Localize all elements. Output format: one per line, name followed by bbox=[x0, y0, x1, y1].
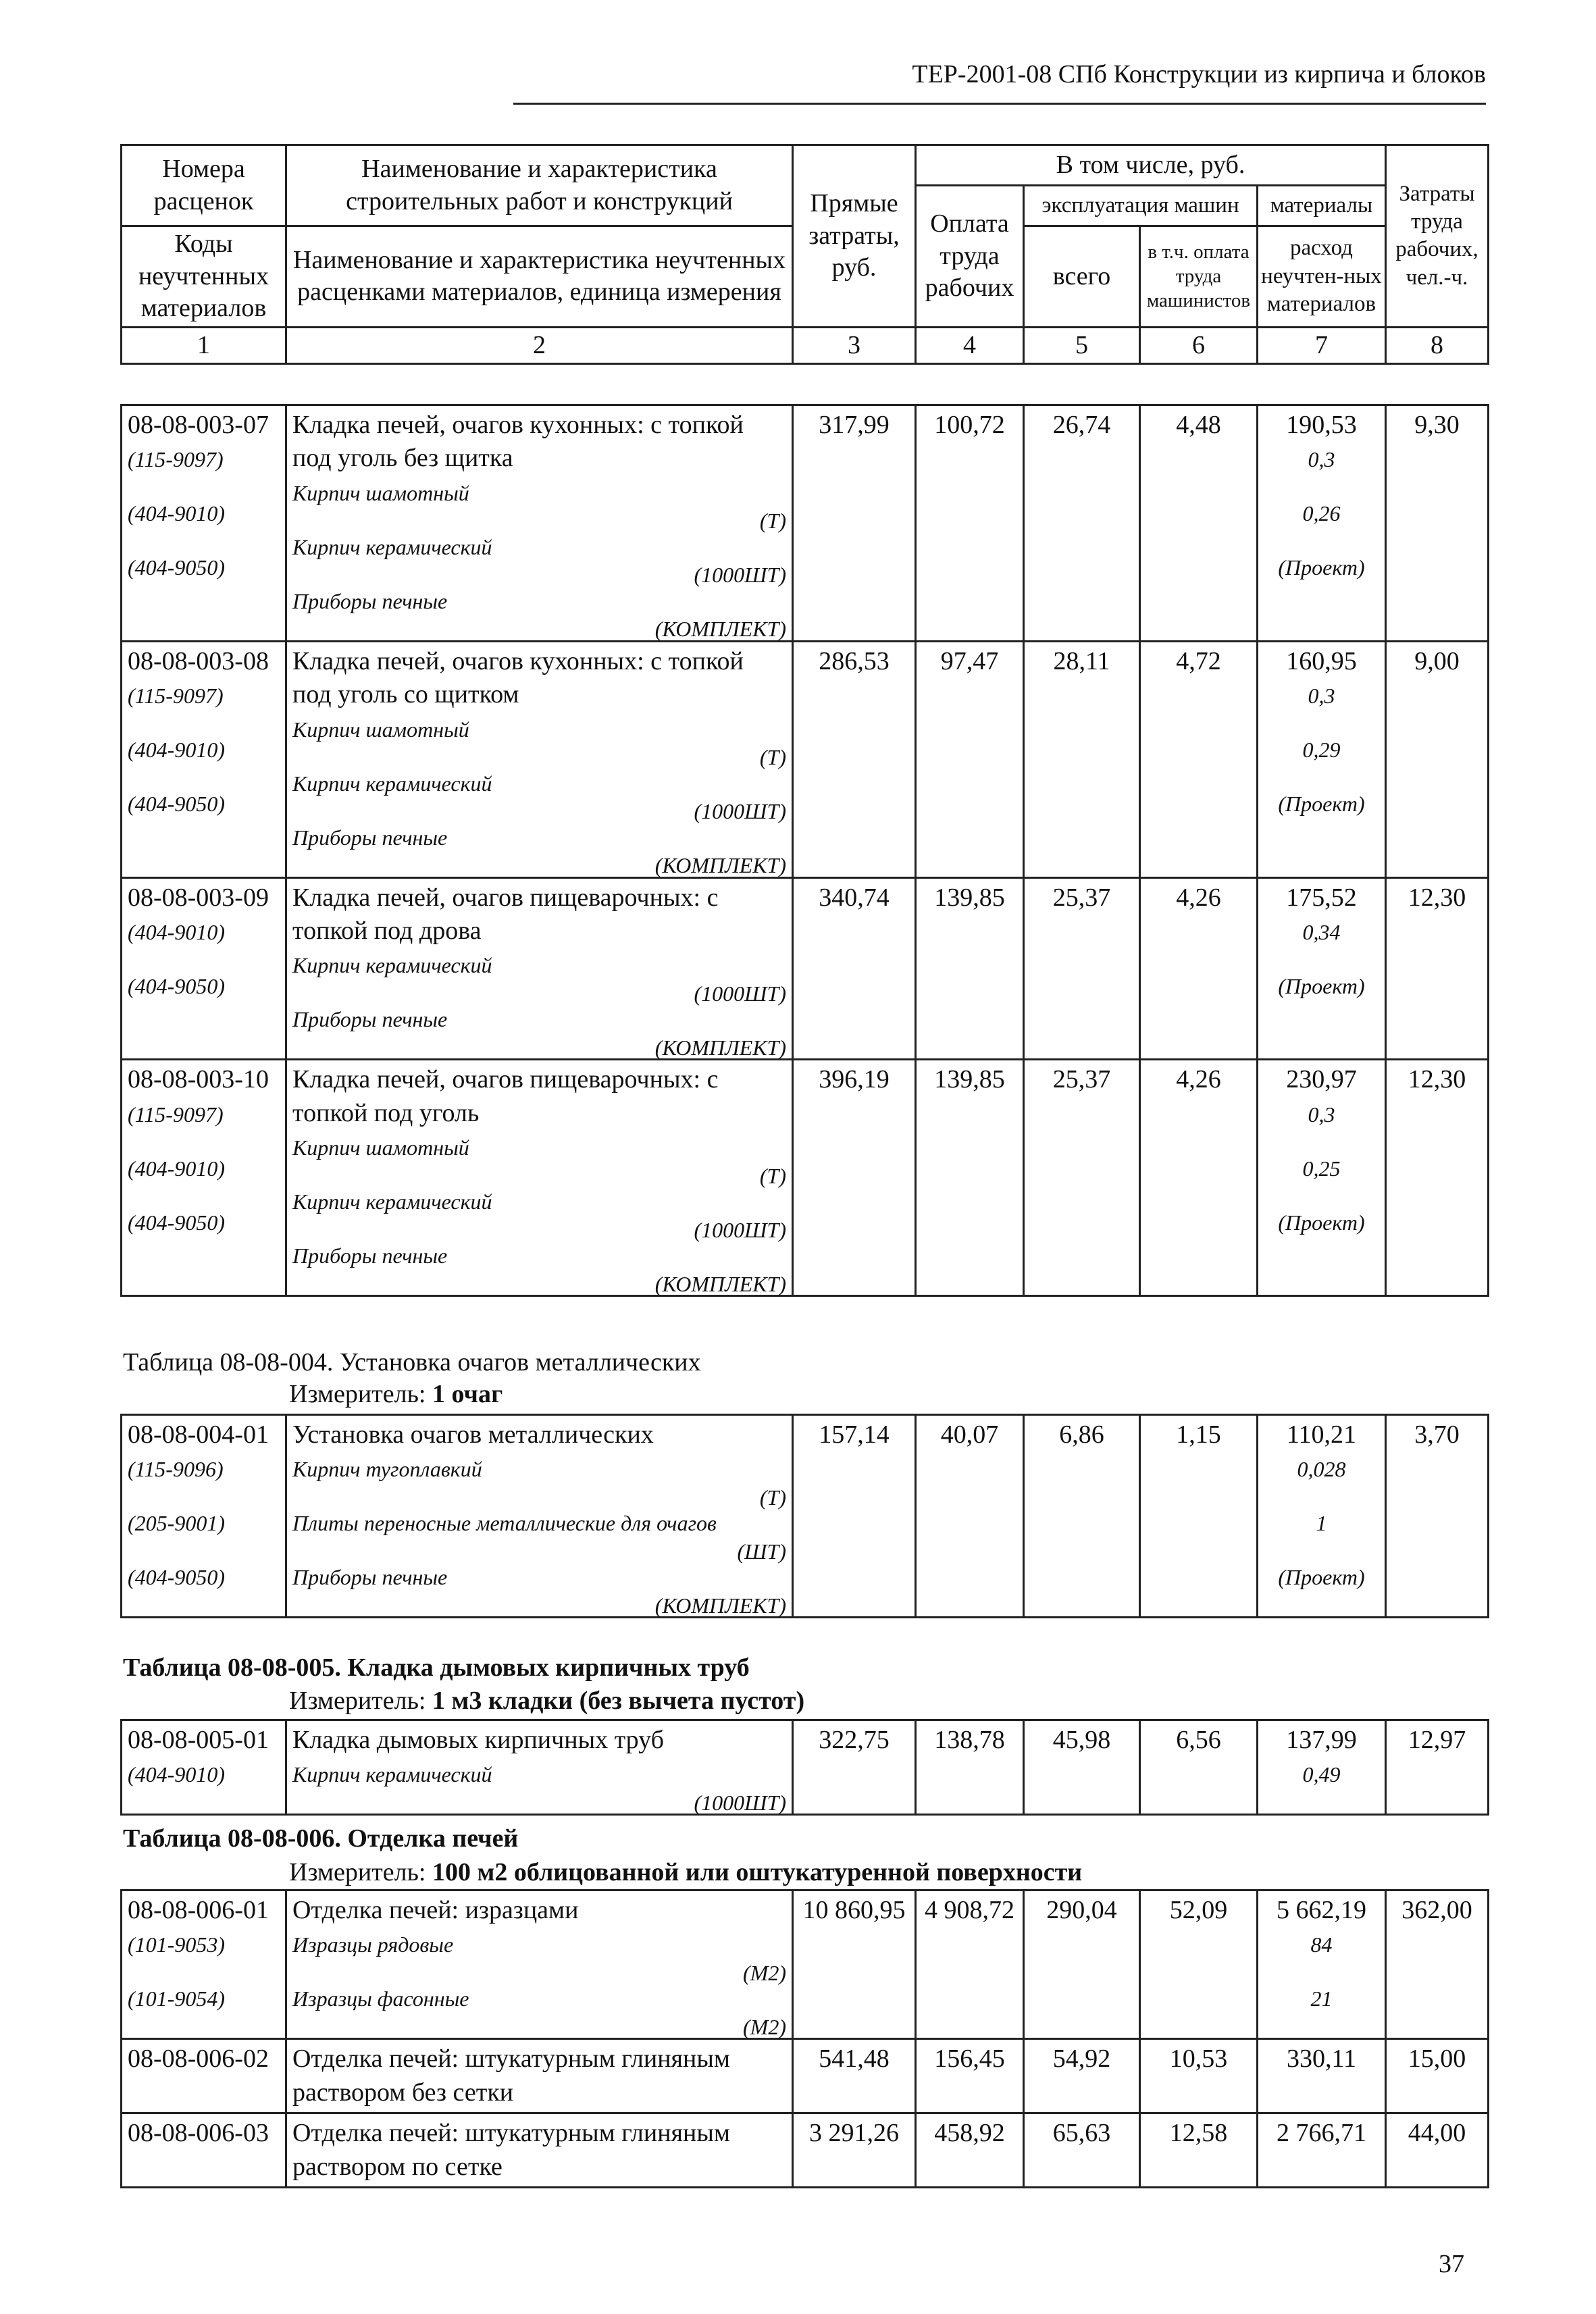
wages-value: 139,85 bbox=[916, 1060, 1024, 1296]
header-wages: Оплата труда рабочих bbox=[916, 186, 1024, 328]
material-code: (404-9010) bbox=[128, 1156, 225, 1181]
header-num-7: 7 bbox=[1258, 327, 1386, 364]
rate-row bbox=[122, 2039, 1489, 2113]
page-number: 37 bbox=[1439, 2250, 1464, 2278]
materials-cost-value: 230,97 bbox=[1286, 1065, 1357, 1094]
rate-name-value: Кладка печей, очагов пищеварочных: с топкой под дрова bbox=[292, 883, 719, 945]
rate-name bbox=[286, 1060, 793, 1296]
material-unit: (1000ШТ) bbox=[694, 799, 786, 824]
material-code: (115-9097) bbox=[128, 684, 224, 709]
material-quantity: 0,49 bbox=[1302, 1762, 1341, 1787]
material-name: Кирпич шамотный bbox=[292, 1135, 469, 1160]
wages-value: 40,07 bbox=[916, 1415, 1024, 1618]
wages-value: 100,72 bbox=[916, 405, 1024, 642]
rates-table-003 bbox=[120, 404, 1489, 1297]
material-code: (404-9010) bbox=[128, 1762, 225, 1787]
rate-code-value: 08-08-003-10 bbox=[128, 1065, 269, 1094]
material-code: (404-9050) bbox=[128, 792, 225, 817]
header-unaccounted-materials: расход неучтен-ных материалов bbox=[1258, 226, 1386, 328]
wages-value: 139,85 bbox=[916, 877, 1024, 1060]
labor-hours-value: 12,30 bbox=[1386, 1060, 1489, 1296]
operator-wages-value: 1,15 bbox=[1140, 1415, 1258, 1618]
rate-name bbox=[286, 405, 793, 642]
header-num-5: 5 bbox=[1024, 327, 1140, 364]
material-line bbox=[292, 1242, 786, 1296]
material-quantity: 1 bbox=[1316, 1511, 1327, 1536]
header-num-2: 2 bbox=[286, 327, 793, 364]
rate-row bbox=[122, 641, 1489, 877]
material-name: Изразцы фасонные bbox=[292, 1986, 469, 2011]
materials-value bbox=[1258, 1720, 1386, 1815]
material-code: (404-9010) bbox=[128, 919, 225, 944]
materials-value bbox=[1258, 877, 1386, 1060]
material-name: Кирпич керамический bbox=[292, 1189, 492, 1214]
machine-total-value: 290,04 bbox=[1024, 1891, 1140, 2039]
material-name: Плиты переносные металлические для очагов bbox=[292, 1511, 717, 1536]
direct-costs-value: 340,74 bbox=[793, 877, 916, 1060]
materials-value bbox=[1258, 405, 1386, 642]
material-quantity: 0,25 bbox=[1302, 1156, 1341, 1181]
material-code: (404-9010) bbox=[128, 501, 225, 526]
material-code: (115-9097) bbox=[128, 1102, 224, 1127]
operator-wages-value: 4,26 bbox=[1140, 1060, 1258, 1296]
materials-cost-value: 110,21 bbox=[1286, 1420, 1357, 1449]
material-quantity: 0,29 bbox=[1302, 738, 1341, 763]
rate-row bbox=[122, 1891, 1489, 2039]
machine-total-value: 28,11 bbox=[1024, 641, 1140, 877]
material-quantity: 21 bbox=[1310, 1986, 1333, 2011]
header-work-name: Наименование и характеристика строительных работ и конструкций bbox=[286, 145, 793, 226]
material-unit: (КОМПЛЕКТ) bbox=[654, 1271, 786, 1296]
material-unit: (М2) bbox=[743, 1960, 786, 1985]
material-quantity: 0,028 bbox=[1297, 1457, 1346, 1482]
material-quantity: (Проект) bbox=[1278, 973, 1365, 998]
material-name: Приборы печные bbox=[292, 1243, 448, 1268]
rate-code bbox=[122, 405, 286, 642]
rate-name-value: Кладка печей, очагов кухонных: с топкой под уголь со щитком bbox=[292, 646, 744, 709]
direct-costs-value: 157,14 bbox=[793, 1415, 916, 1618]
labor-hours-value: 9,30 bbox=[1386, 405, 1489, 642]
material-code: (205-9001) bbox=[128, 1511, 225, 1536]
labor-hours-value: 12,97 bbox=[1386, 1720, 1489, 1815]
materials-cost-value: 160,95 bbox=[1286, 646, 1357, 675]
rate-code bbox=[122, 2113, 286, 2188]
rates-table-005 bbox=[120, 1719, 1489, 1816]
labor-hours-value: 15,00 bbox=[1386, 2039, 1489, 2113]
material-name: Кирпич керамический bbox=[292, 771, 492, 796]
rate-name-value: Кладка дымовых кирпичных труб bbox=[292, 1726, 664, 1754]
material-unit: (Т) bbox=[759, 1485, 786, 1510]
header-num-3: 3 bbox=[793, 327, 916, 364]
material-quantity: 0,3 bbox=[1308, 1102, 1335, 1127]
rate-code bbox=[122, 1415, 286, 1618]
rate-code-value: 08-08-006-01 bbox=[128, 1896, 269, 1924]
material-code: (404-9010) bbox=[128, 738, 225, 763]
column-header-table bbox=[120, 144, 1489, 365]
material-unit: (КОМПЛЕКТ) bbox=[654, 1035, 786, 1060]
rate-name bbox=[286, 1891, 793, 2039]
material-unit: (КОМПЛЕКТ) bbox=[654, 617, 786, 642]
rate-code-value: 08-08-003-07 bbox=[128, 411, 269, 439]
material-quantity: (Проект) bbox=[1278, 1565, 1365, 1590]
wages-value: 4 908,72 bbox=[916, 1891, 1024, 2039]
materials-value bbox=[1258, 1060, 1386, 1296]
material-line bbox=[292, 1985, 786, 2039]
material-code: (115-9097) bbox=[128, 447, 224, 472]
rate-code-value: 08-08-003-08 bbox=[128, 646, 269, 675]
materials-cost-value: 2 766,71 bbox=[1277, 2119, 1366, 2148]
rate-row bbox=[122, 405, 1489, 642]
operator-wages-value: 52,09 bbox=[1140, 1891, 1258, 2039]
rate-name bbox=[286, 641, 793, 877]
header-machine-total: всего bbox=[1024, 226, 1140, 328]
operator-wages-value: 4,26 bbox=[1140, 877, 1258, 1060]
operator-wages-value: 6,56 bbox=[1140, 1720, 1258, 1815]
materials-cost-value: 5 662,19 bbox=[1277, 1896, 1366, 1924]
material-quantity: 0,26 bbox=[1302, 501, 1341, 526]
header-material-codes: Коды неучтенных материалов bbox=[122, 226, 286, 328]
material-line bbox=[292, 480, 786, 534]
rate-code-value: 08-08-003-09 bbox=[128, 883, 269, 912]
header-num-6: 6 bbox=[1140, 327, 1258, 364]
header-material-name: Наименование и характеристика неучтенных расценками материалов, единица измерения bbox=[286, 226, 793, 328]
material-line bbox=[292, 1564, 786, 1618]
labor-hours-value: 9,00 bbox=[1386, 641, 1489, 877]
materials-cost-value: 175,52 bbox=[1286, 883, 1357, 912]
machine-total-value: 65,63 bbox=[1024, 2113, 1140, 2188]
labor-hours-value: 362,00 bbox=[1386, 1891, 1489, 2039]
header-num-8: 8 bbox=[1386, 327, 1489, 364]
direct-costs-value: 541,48 bbox=[793, 2039, 916, 2113]
rate-row bbox=[122, 1415, 1489, 1618]
header-rate-numbers: Номера расценок bbox=[122, 145, 286, 226]
header-operator-wages: в т.ч. оплата труда машинистов bbox=[1140, 226, 1258, 328]
rate-name-value: Кладка печей, очагов кухонных: с топкой под уголь без щитка bbox=[292, 411, 744, 473]
material-quantity: (Проект) bbox=[1278, 1210, 1365, 1235]
header-num-4: 4 bbox=[916, 327, 1024, 364]
direct-costs-value: 286,53 bbox=[793, 641, 916, 877]
rate-name-value: Отделка печей: штукатурным глиняным раствором по сетке bbox=[292, 2119, 730, 2181]
material-unit: (КОМПЛЕКТ) bbox=[654, 853, 786, 878]
operator-wages-value: 12,58 bbox=[1140, 2113, 1258, 2188]
header-materials: материалы bbox=[1258, 186, 1386, 226]
table-006-meter: Измеритель: 100 м2 облицованной или оштукатуренной поверхности bbox=[289, 1858, 1083, 1886]
material-unit: (КОМПЛЕКТ) bbox=[654, 1593, 786, 1618]
material-unit: (Т) bbox=[759, 745, 786, 770]
table-005-title: Таблица 08-08-005. Кладка дымовых кирпичных труб bbox=[123, 1653, 750, 1682]
rate-name bbox=[286, 2113, 793, 2188]
labor-hours-value: 3,70 bbox=[1386, 1415, 1489, 1618]
table-004-title: Таблица 08-08-004. Установка очагов металлических bbox=[123, 1348, 701, 1377]
material-code: (404-9050) bbox=[128, 555, 225, 580]
materials-value bbox=[1258, 1415, 1386, 1618]
material-quantity: (Проект) bbox=[1278, 792, 1365, 817]
header-direct-costs: Прямые затраты, руб. bbox=[793, 145, 916, 328]
material-name: Приборы печные bbox=[292, 1565, 448, 1590]
rate-code bbox=[122, 877, 286, 1060]
material-unit: (1000ШТ) bbox=[694, 1790, 786, 1815]
material-name: Кирпич керамический bbox=[292, 534, 492, 559]
direct-costs-value: 396,19 bbox=[793, 1060, 916, 1296]
material-line bbox=[292, 770, 786, 824]
header-machine-operation: эксплуатация машин bbox=[1024, 186, 1258, 226]
rate-name-value: Установка очагов металлических bbox=[292, 1420, 654, 1449]
operator-wages-value: 10,53 bbox=[1140, 2039, 1258, 2113]
material-line bbox=[292, 1456, 786, 1510]
rate-row bbox=[122, 877, 1489, 1060]
material-name: Приборы печные bbox=[292, 1007, 448, 1032]
materials-value bbox=[1258, 2039, 1386, 2113]
rate-name-value: Отделка печей: штукатурным глиняным раствором без сетки bbox=[292, 2045, 730, 2107]
machine-total-value: 54,92 bbox=[1024, 2039, 1140, 2113]
material-unit: (ШТ) bbox=[737, 1539, 786, 1564]
operator-wages-value: 4,48 bbox=[1140, 405, 1258, 642]
machine-total-value: 25,37 bbox=[1024, 1060, 1140, 1296]
rate-name bbox=[286, 877, 793, 1060]
material-unit: (Т) bbox=[759, 1163, 786, 1188]
material-quantity: 0,3 bbox=[1308, 447, 1335, 472]
materials-value bbox=[1258, 2113, 1386, 2188]
material-code: (101-9054) bbox=[128, 1986, 225, 2011]
machine-total-value: 26,74 bbox=[1024, 405, 1140, 642]
material-name: Кирпич шамотный bbox=[292, 480, 469, 505]
table-004-meter: Измеритель: 1 очаг bbox=[289, 1380, 503, 1408]
material-name: Приборы печные bbox=[292, 588, 448, 613]
machine-total-value: 45,98 bbox=[1024, 1720, 1140, 1815]
direct-costs-value: 10 860,95 bbox=[793, 1891, 916, 2039]
material-code: (101-9053) bbox=[128, 1932, 225, 1957]
rate-code bbox=[122, 2039, 286, 2113]
material-unit: (1000ШТ) bbox=[694, 563, 786, 588]
material-line bbox=[292, 952, 786, 1006]
rate-name bbox=[286, 2039, 793, 2113]
direct-costs-value: 322,75 bbox=[793, 1720, 916, 1815]
direct-costs-value: 3 291,26 bbox=[793, 2113, 916, 2188]
machine-total-value: 25,37 bbox=[1024, 877, 1140, 1060]
rate-code-value: 08-08-004-01 bbox=[128, 1420, 269, 1449]
material-name: Приборы печные bbox=[292, 825, 448, 850]
material-name: Кирпич тугоплавкий bbox=[292, 1457, 482, 1482]
materials-cost-value: 190,53 bbox=[1286, 411, 1357, 439]
material-unit: (1000ШТ) bbox=[694, 981, 786, 1006]
header-num-1: 1 bbox=[122, 327, 286, 364]
material-unit: (1000ШТ) bbox=[694, 1217, 786, 1242]
material-line bbox=[292, 588, 786, 642]
materials-value bbox=[1258, 1891, 1386, 2039]
material-line bbox=[292, 1931, 786, 1985]
material-line bbox=[292, 1761, 786, 1815]
material-line bbox=[292, 824, 786, 878]
material-quantity: 0,34 bbox=[1302, 919, 1341, 944]
material-line bbox=[292, 1188, 786, 1242]
table-005-meter: Измеритель: 1 м3 кладки (без вычета пустот) bbox=[289, 1687, 805, 1715]
material-unit: (М2) bbox=[743, 2014, 786, 2039]
materials-cost-value: 330,11 bbox=[1286, 2045, 1357, 2074]
materials-value bbox=[1258, 641, 1386, 877]
rate-code-value: 08-08-006-03 bbox=[128, 2119, 269, 2148]
rate-code bbox=[122, 641, 286, 877]
rate-code-value: 08-08-005-01 bbox=[128, 1726, 269, 1754]
rate-code bbox=[122, 1891, 286, 2039]
direct-costs-value: 317,99 bbox=[793, 405, 916, 642]
machine-total-value: 6,86 bbox=[1024, 1415, 1140, 1618]
wages-value: 458,92 bbox=[916, 2113, 1024, 2188]
rate-row bbox=[122, 1060, 1489, 1296]
material-code: (404-9050) bbox=[128, 1210, 225, 1235]
material-line bbox=[292, 716, 786, 770]
rate-code-value: 08-08-006-02 bbox=[128, 2045, 269, 2074]
rate-name bbox=[286, 1720, 793, 1815]
rate-name-value: Отделка печей: изразцами bbox=[292, 1896, 579, 1924]
wages-value: 156,45 bbox=[916, 2039, 1024, 2113]
material-code: (404-9050) bbox=[128, 973, 225, 998]
material-line bbox=[292, 1134, 786, 1188]
rates-table-006 bbox=[120, 1889, 1489, 2188]
material-line bbox=[292, 1006, 786, 1060]
labor-hours-value: 12,30 bbox=[1386, 877, 1489, 1060]
rate-code bbox=[122, 1060, 286, 1296]
material-name: Кирпич шамотный bbox=[292, 717, 469, 742]
header-labor-hours: Затраты труда рабочих, чел.-ч. bbox=[1386, 145, 1489, 328]
header-including: В том числе, руб. bbox=[916, 145, 1386, 186]
rate-code bbox=[122, 1720, 286, 1815]
material-quantity: 84 bbox=[1310, 1932, 1333, 1957]
wages-value: 97,47 bbox=[916, 641, 1024, 877]
rate-row bbox=[122, 2113, 1489, 2188]
material-quantity: (Проект) bbox=[1278, 555, 1365, 580]
material-line bbox=[292, 534, 786, 588]
materials-cost-value: 137,99 bbox=[1286, 1726, 1357, 1754]
rate-row bbox=[122, 1720, 1489, 1815]
material-unit: (Т) bbox=[759, 509, 786, 534]
operator-wages-value: 4,72 bbox=[1140, 641, 1258, 877]
material-name: Кирпич керамический bbox=[292, 1762, 492, 1787]
material-code: (115-9096) bbox=[128, 1457, 224, 1482]
rates-table-004 bbox=[120, 1414, 1489, 1618]
material-line bbox=[292, 1510, 786, 1564]
labor-hours-value: 44,00 bbox=[1386, 2113, 1489, 2188]
header-rule bbox=[513, 103, 1486, 105]
material-quantity: 0,3 bbox=[1308, 684, 1335, 709]
material-code: (404-9050) bbox=[128, 1565, 225, 1590]
material-name: Изразцы рядовые bbox=[292, 1932, 454, 1957]
material-name: Кирпич керамический bbox=[292, 953, 492, 978]
rate-name bbox=[286, 1415, 793, 1618]
rate-name-value: Кладка печей, очагов пищеварочных: с топкой под уголь bbox=[292, 1065, 719, 1127]
table-006-title: Таблица 08-08-006. Отделка печей bbox=[123, 1824, 519, 1853]
running-header: ТЕР-2001-08 СПб Конструкции из кирпича и блоков bbox=[912, 60, 1486, 88]
wages-value: 138,78 bbox=[916, 1720, 1024, 1815]
